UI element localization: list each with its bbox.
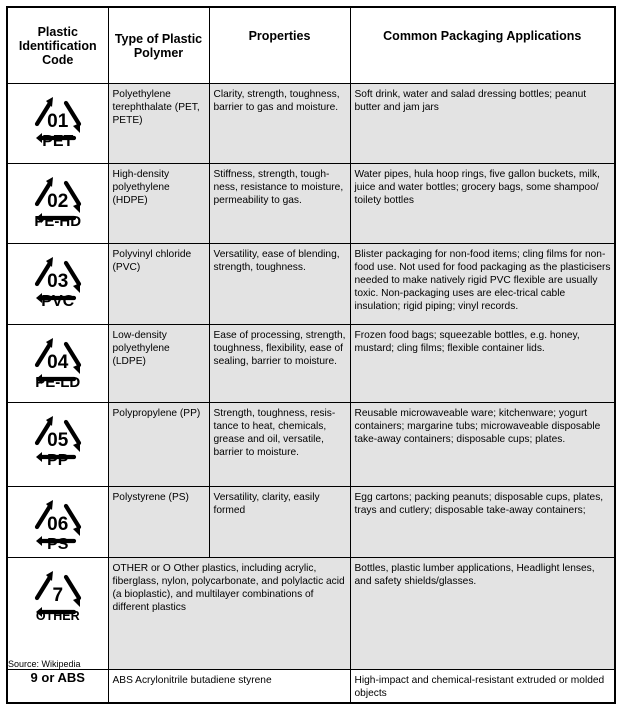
- table-row: [7, 325, 615, 403]
- table-row-other: [7, 558, 615, 670]
- symbol-label: PVC: [41, 293, 75, 310]
- table-row-abs: [7, 670, 615, 704]
- recycle-symbol: [21, 88, 95, 154]
- symbol-number: 7: [52, 585, 64, 606]
- table-row: [7, 164, 615, 244]
- symbol-number: 06: [47, 514, 69, 535]
- code-cell: [7, 403, 108, 487]
- applications-cell-other: Bottles, plastic lumber applications, Headlight lenses, and safety shields/glasses.: [350, 558, 615, 670]
- table-row: [7, 84, 615, 164]
- plastic-codes-table: [6, 6, 616, 704]
- properties-cell: Versatility, clarity, easily formed: [209, 487, 350, 558]
- properties-cell: Ease of processing, strength, toughness, flexibility, ease of sealing, barrier to moisture.: [209, 325, 350, 403]
- header-polymer: Type of Plastic Polymer: [108, 7, 209, 84]
- polymer-cell: High-density polyethylene (HDPE): [108, 164, 209, 244]
- code-cell: [7, 325, 108, 403]
- table-row: [7, 244, 615, 325]
- polymer-cell: Polystyrene (PS): [108, 487, 209, 558]
- code-cell-abs: 9 or ABS: [7, 670, 108, 704]
- applications-cell: Soft drink, water and salad dressing bottles; peanut butter and jam jars: [350, 84, 615, 164]
- recycle-symbol: [21, 248, 95, 314]
- symbol-label: PE-LD: [35, 374, 81, 391]
- recycle-symbol: [21, 491, 95, 557]
- recycle-symbol: [21, 329, 95, 395]
- symbol-number: 02: [47, 191, 69, 212]
- applications-cell: Reusable microwaveable ware; kitchenware; yogurt containers; margarine tubs; microwaveable disposable take-away containers; disposable cups; plates.: [350, 403, 615, 487]
- symbol-number: 04: [47, 352, 69, 373]
- applications-cell-abs: High-impact and chemical-resistant extruded or molded objects: [350, 670, 615, 704]
- applications-cell: Egg cartons; packing peanuts; disposable cups, plates, trays and cutlery; disposable take-away containers;: [350, 487, 615, 558]
- properties-cell: Strength, toughness, resis-tance to heat, chemicals, grease and oil, versatile, barrier to moisture.: [209, 403, 350, 487]
- symbol-number: 01: [47, 111, 69, 132]
- recycle-symbol: [21, 168, 95, 234]
- header-properties: Properties: [209, 7, 350, 84]
- code-cell: [7, 84, 108, 164]
- table-row: [7, 403, 615, 487]
- polymer-cell-abs: ABS Acrylonitrile butadiene styrene: [108, 670, 350, 704]
- properties-cell: Clarity, strength, toughness, barrier to gas and moisture.: [209, 84, 350, 164]
- header-row: [7, 7, 615, 84]
- code-cell-other: [7, 558, 108, 670]
- code-cell: [7, 164, 108, 244]
- recycle-symbol-other: [21, 562, 95, 628]
- polymer-cell: Low-density polyethylene (LDPE): [108, 325, 209, 403]
- symbol-label: OTHER: [35, 609, 80, 623]
- code-cell: [7, 487, 108, 558]
- applications-cell: Frozen food bags; squeezable bottles, e.g. honey, mustard; cling films; flexible container lids.: [350, 325, 615, 403]
- symbol-label: PET: [42, 133, 74, 150]
- source-footnote: Source: Wikipedia: [8, 659, 81, 669]
- header-applications: Common Packaging Applications: [350, 7, 615, 84]
- symbol-label: PP: [47, 452, 69, 469]
- recycle-symbol: [21, 407, 95, 473]
- polymer-cell: Polyvinyl chloride (PVC): [108, 244, 209, 325]
- table-row: [7, 487, 615, 558]
- polymer-cell: Polypropylene (PP): [108, 403, 209, 487]
- symbol-label: PS: [47, 536, 69, 553]
- symbol-number: 03: [47, 271, 69, 292]
- header-code: Plastic Identification Code: [7, 7, 108, 84]
- symbol-label: PE-HD: [34, 213, 82, 230]
- polymer-cell: Polyethylene terephthalate (PET, PETE): [108, 84, 209, 164]
- code-cell: [7, 244, 108, 325]
- symbol-number: 05: [47, 430, 69, 451]
- properties-cell: Versatility, ease of blending, strength, toughness.: [209, 244, 350, 325]
- applications-cell: Water pipes, hula hoop rings, five gallon buckets, milk, juice and water bottles; grocery bags, some shampoo/ toilety bottles: [350, 164, 615, 244]
- properties-cell: Stiffness, strength, tough-ness, resistance to moisture, permeability to gas.: [209, 164, 350, 244]
- applications-cell: Blister packaging for non-food items; cling films for non-food use. Not used for food packaging as the plasticisers needed to make natively rigid PVC flexible are usually toxic. Non-packaging uses are elec-trical cable insulation; rigid piping; vinyl records.: [350, 244, 615, 325]
- polymer-cell-other: OTHER or O Other plastics, including acrylic, fiberglass, nylon, polycarbonate, and polylactic acid (a bioplastic), and multilayer combinations of different plastics: [108, 558, 350, 670]
